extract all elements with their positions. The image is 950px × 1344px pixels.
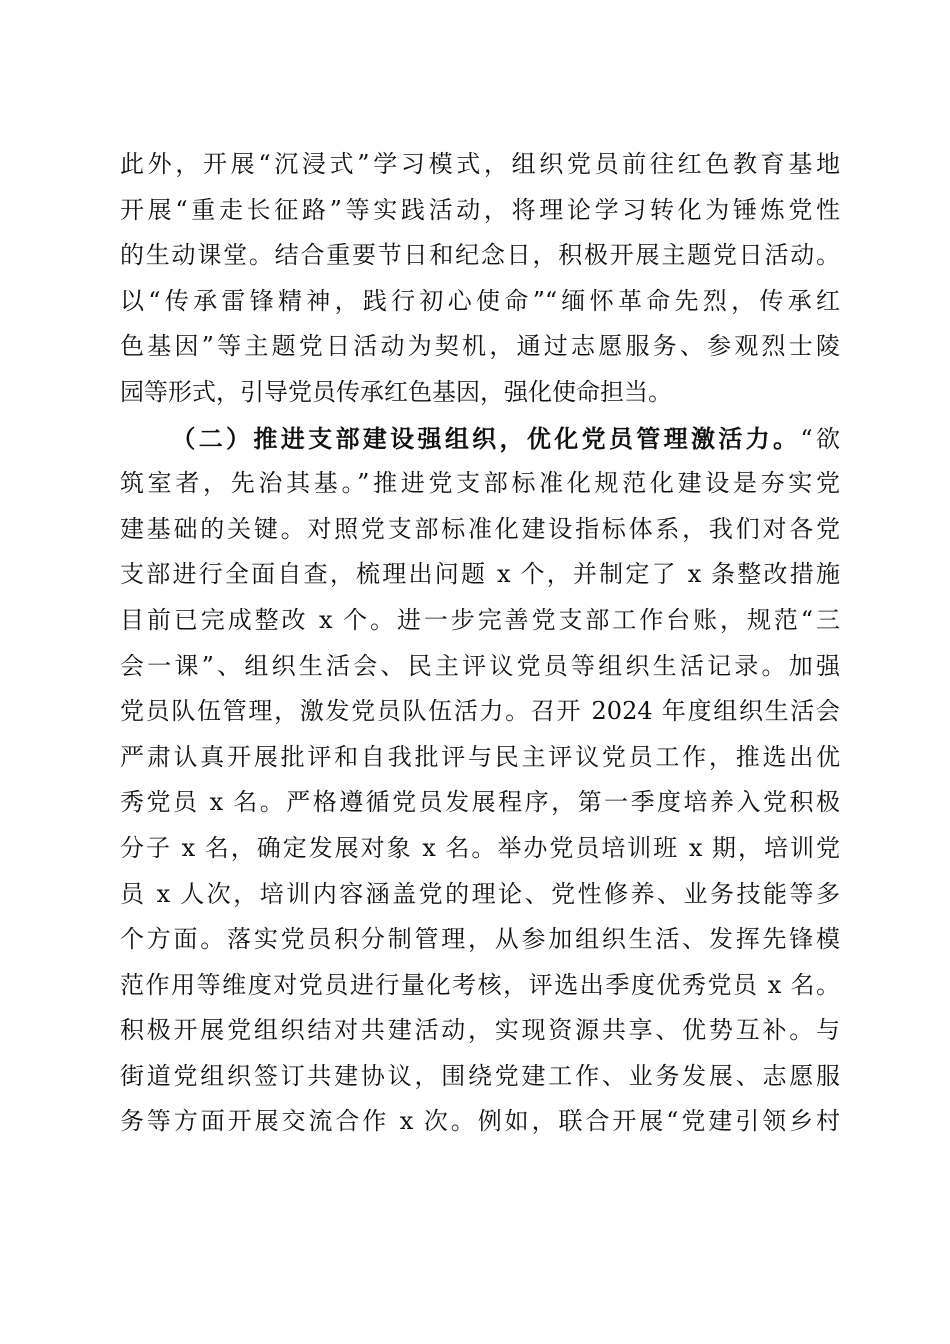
text-line: 开展“重走长征路”等实践活动，将理论学习转化为锤炼党性 bbox=[120, 195, 840, 224]
text-line: 筑室者，先治其基。”推进党支部标准化规范化建设是夯实党 bbox=[120, 469, 840, 498]
text-line: 员 x 人次，培训内容涵盖党的理论、党性修养、业务技能等多 bbox=[120, 879, 840, 908]
text-line: 目前已完成整改 x 个。进一步完善党支部工作台账，规范“三 bbox=[120, 605, 840, 634]
text-line: 范作用等维度对党员进行量化考核，评选出季度优秀党员 x 名。 bbox=[120, 970, 840, 999]
text-line: 分子 x 名，确定发展对象 x 名。举办党员培训班 x 期，培训党 bbox=[120, 833, 840, 862]
text-line: 秀党员 x 名。严格遵循党员发展程序，第一季度培养入党积极 bbox=[120, 788, 840, 817]
section-heading-line bbox=[120, 416, 840, 462]
text-line: 园等形式，引导党员传承红色基因，强化使命担当。 bbox=[120, 377, 672, 406]
text-line: 的生动课堂。结合重要节日和纪念日，积极开展主题党日活动。 bbox=[120, 241, 840, 270]
text-line: 以“传承雷锋精神，践行初心使命”“缅怀革命先烈，传承红 bbox=[120, 286, 840, 315]
section-heading: （二）推进支部建设强组织，优化党员管理激活力。 bbox=[168, 423, 801, 453]
text-line: 色基因”等主题党日活动为契机，通过志愿服务、参观烈士陵 bbox=[120, 332, 840, 361]
text-line: 务等方面开展交流合作 x 次。例如，联合开展“党建引领乡村 bbox=[120, 1107, 840, 1136]
text-line: 支部进行全面自查，梳理出问题 x 个，并制定了 x 条整改措施 bbox=[120, 560, 840, 589]
text-line: 此外，开展“沉浸式”学习模式，组织党员前往红色教育基地 bbox=[120, 150, 840, 178]
text-line: 积极开展党组织结对共建活动，实现资源共享、优势互补。与 bbox=[120, 1016, 840, 1045]
text-line: 个方面。落实党员积分制管理，从参加组织生活、发挥先锋模 bbox=[120, 925, 840, 954]
body-text bbox=[120, 142, 840, 1145]
text-line: 建基础的关键。对照党支部标准化建设指标体系，我们对各党 bbox=[120, 514, 840, 543]
text-line: 街道党组织签订共建协议，围绕党建工作、业务发展、志愿服 bbox=[120, 1061, 840, 1090]
text-line: 党员队伍管理，激发党员队伍活力。召开 2024 年度组织生活会 bbox=[120, 697, 840, 726]
text-line: 会一课”、组织生活会、民主评议党员等组织生活记录。加强 bbox=[120, 651, 840, 680]
text-line: 严肃认真开展批评和自我批评与民主评议党员工作，推选出优 bbox=[120, 742, 840, 771]
text-fragment: “欲 bbox=[800, 424, 840, 453]
